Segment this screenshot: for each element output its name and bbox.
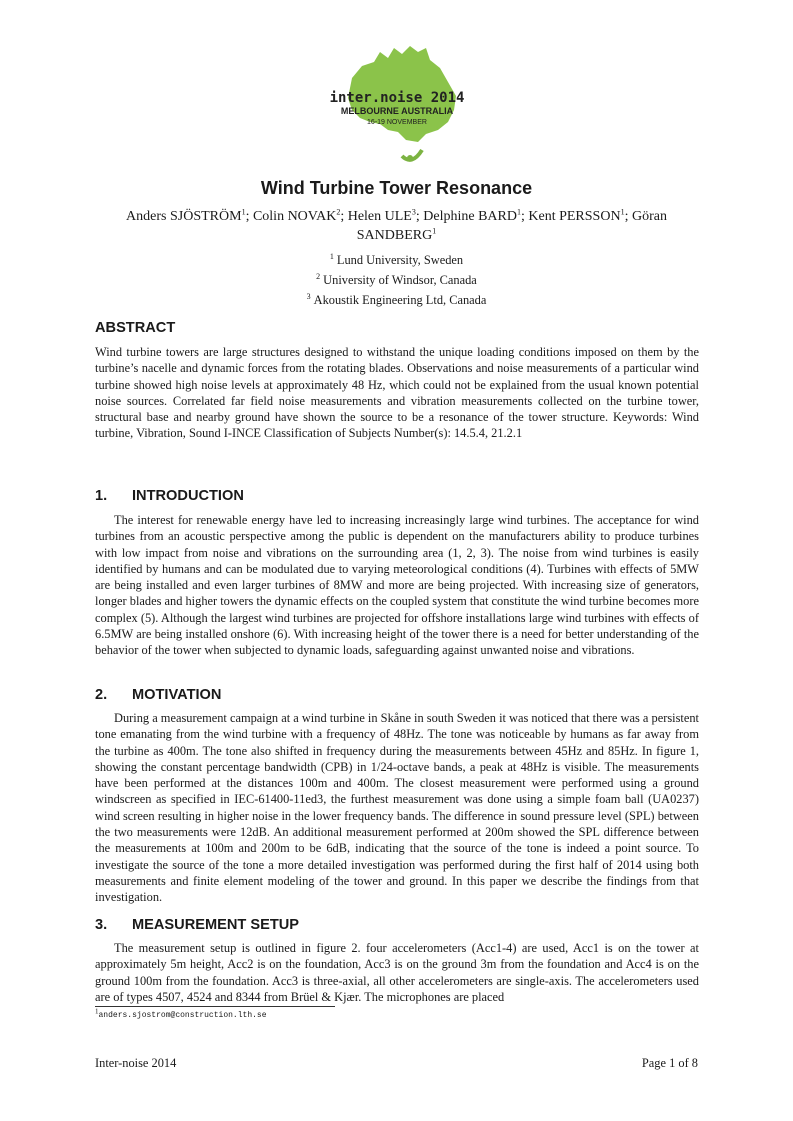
author-separator: ; (624, 209, 632, 224)
section-heading (95, 917, 299, 933)
logo-line1: inter.noise 2014 (329, 90, 465, 106)
section-text: The measurement setup is outlined in figure 2. four accelerometers (Acc1-4) are used, Acc1 is on the tower at approximately 5m height, Acc2 is on the foundation, Acc3 is on the ground 3m from the foundation and Acc4 is on the ground 100m from the foundation. Acc3 is three-axial, all other accelerometers are single-axis. The accelerometers used are of types 4507, 4524 and 8344 from Brüel & Kjær. The microphones are placed (95, 941, 699, 1004)
author-separator: ; (245, 209, 253, 224)
affiliation (95, 250, 698, 270)
footnote-number: 1 (95, 1007, 99, 1016)
footnote (95, 1007, 267, 1020)
section-title: MOTIVATION (132, 687, 222, 703)
affiliation-mark: 2 (336, 207, 341, 217)
affiliation-number: 1 (329, 251, 334, 261)
affiliation-mark: 1 (241, 207, 246, 217)
footnote-rule (95, 1006, 335, 1007)
author-list (95, 207, 698, 245)
logo-line2: MELBOURNE AUSTRALIA (340, 106, 454, 116)
section-title: MEASUREMENT SETUP (132, 917, 300, 933)
author-name: Anders SJÖSTRÖM (126, 209, 242, 224)
section-heading (95, 687, 221, 703)
author-name: Colin NOVAK (252, 209, 337, 224)
affiliation-text: Lund University, Sweden (336, 253, 464, 267)
section-heading (95, 488, 244, 504)
affiliation-text: University of Windsor, Canada (323, 273, 477, 287)
author (126, 209, 253, 224)
author (253, 209, 348, 224)
inter-noise-logo (322, 38, 472, 168)
author (348, 209, 424, 224)
affiliation-mark: 1 (620, 207, 625, 217)
affiliation-number: 3 (306, 291, 311, 301)
footer-page-number: Page 1 of 8 (641, 1056, 698, 1070)
affiliation (95, 270, 698, 290)
section-text: The interest for renewable energy have led to increasing increasingly large wind turbines. The acceptance for wind turbines from an acoustic perspective among the public is dependent on the manufacturers ability to produce turbines with low impact from noise and vibrations on the surrounding area (1, 2, 3). The noise from wind turbines is easily identified by humans and can be modulated due to varying meteorological conditions (4). Turbines with effects of 5MW are being installed and even larger turbines of 8MW and more are being projected. With increasing size of generators, longer blades and higher towers the dynamic effects on the coupled system that constitute the wind turbine becomes more complex (5). Although the largest wind turbines are projected for offshore installations large wind turbines with effects of 6.5MW are being installed onshore (6). With increasing height of the tower there is a need for better understanding of the behavior of the tower when subjected to dynamic loads, safeguarding against unwanted noise and vibrations. (95, 513, 699, 658)
abstract-heading: ABSTRACT (95, 320, 176, 336)
section-title: INTRODUCTION (132, 488, 244, 504)
section-number: 1. (95, 488, 108, 504)
affiliation-mark: 3 (411, 207, 416, 217)
author-separator: ; (520, 209, 529, 224)
affiliation-mark: 1 (432, 226, 437, 236)
section-number: 2. (95, 687, 108, 703)
section-number: 3. (95, 917, 108, 933)
paper-title: Wind Turbine Tower Resonance (260, 178, 533, 198)
footer-conference: Inter-noise 2014 (95, 1056, 177, 1070)
section-text: During a measurement campaign at a wind turbine in Skåne in south Sweden it was noticed that there was a persistent tone emanating from the wind turbine with a frequency of 48Hz. The tone was noticeable by humans as far away from the turbine as 400m. The tone also shifted in frequency during the measurements between 45Hz and 85Hz. In figure 1, showing the constant percentage bandwidth (CPB) in 1/24-octave bands, a peak at 48Hz is visible. The measurements have been performed at the distances 100m and 400m. The closest measurement were performed using a ground windscreen as specified in IEC-61400-11ed3, the furthest measurement was done using a simple foam ball (UA0237) wind screen resulting in higher noise in the lower frequency bands. The difference in sound pressure level (SPL) between the two measurements were 12dB. An additional measurement performed at 200m showed the SPL difference between the measurements at 100m and 200m to be 6dB, indicating that the source of the tone is indeed a point source. To investigate the source of the tone a more detailed investigation was performed during the first half of 2014 using both measurements and finite element modeling of the tower and ground. In this paper we describe the findings from that investigation. (95, 711, 699, 905)
author-name: Helen ULE (347, 209, 412, 224)
author (528, 209, 632, 224)
author (423, 209, 528, 224)
affiliation-number: 2 (316, 271, 321, 281)
affiliation-list (95, 250, 698, 310)
abstract-text: Wind turbine towers are large structures designed to withstand the unique loading conditions imposed on them by the turbine’s nacelle and dynamic forces from the rotating blades. Observations and noise measurements of a particular wind turbine showed high noise levels at approximately 48 Hz, which could not be explained from the usual known potential noise sources. Correlated far field noise measurements and vibration measurements collected on the turbine tower, structural base and nearby ground have shown the source to be a resonance of the tower structure. Keywords: Wind turbine, Vibration, Sound I-INCE Classification of Subjects Number(s): 14.5.4, 21.2.1 (95, 345, 699, 441)
logo-line3: 16-19 NOVEMBER (367, 119, 427, 126)
author-name: Delphine BARD (423, 209, 517, 224)
affiliation-mark: 1 (516, 207, 521, 217)
affiliation (95, 290, 698, 310)
author-separator: ; (340, 209, 348, 224)
author-name: Göran SANDBERG (356, 209, 667, 243)
author-name: Kent PERSSON (528, 209, 621, 224)
footnote-email: anders.sjostrom@construction.lth.se (98, 1011, 267, 1020)
affiliation-text: Akoustik Engineering Ltd, Canada (313, 293, 487, 307)
author-separator: ; (415, 209, 424, 224)
